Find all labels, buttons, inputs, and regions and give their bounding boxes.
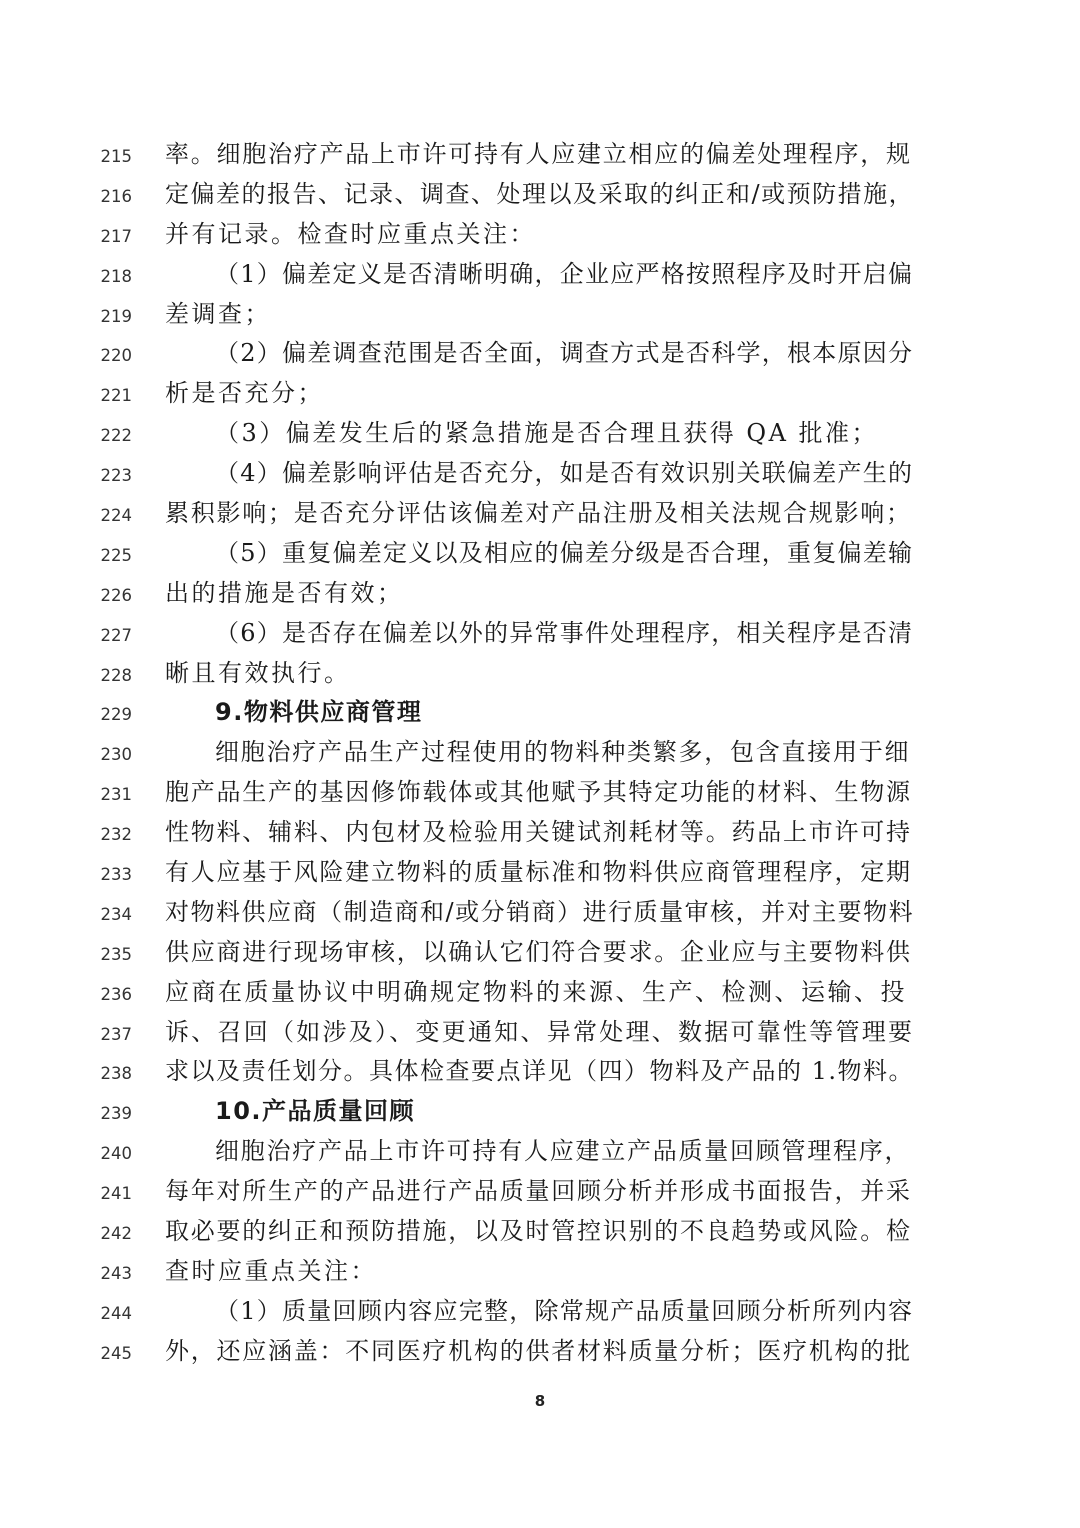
text-line [0,613,1080,653]
line-text: 率。细胞治疗产品上市许可持有人应建立相应的偏差处理程序，规 [165,140,912,168]
line-number: 224 [100,506,132,526]
line-number: 225 [100,545,132,565]
line-text: 细胞治疗产品生产过程使用的物料种类繁多，包含直接用于细 [215,738,911,767]
line-text: 外，还应涵盖：不同医疗机构的供者材料质量分析；医疗机构的批 [165,1336,912,1365]
text-line [0,892,1080,932]
line-number: 231 [100,785,132,805]
line-text: （5）重复偏差定义以及相应的偏差分级是否合理，重复偏差输 [215,538,914,567]
line-number: 230 [100,745,132,765]
line-number: 219 [100,306,132,326]
line-text: 供应商进行现场审核，以确认它们符合要求。企业应与主要物料供 [165,937,912,966]
text-line [0,214,1080,254]
text-line [0,1012,1080,1052]
line-text: 细胞治疗产品上市许可持有人应建立产品质量回顾管理程序， [215,1137,911,1166]
text-line [0,852,1080,892]
text-line [0,1291,1080,1331]
line-text: 诉、召回（如涉及）、变更通知、异常处理、数据可靠性等管理要 [165,1017,915,1046]
line-number: 222 [100,426,132,446]
line-number: 243 [100,1263,132,1283]
section-heading-line [0,1091,1080,1131]
text-line [0,413,1080,453]
line-number: 217 [100,226,132,246]
line-number: 221 [100,386,132,406]
line-text: 有人应基于风险建立物料的质量标准和物料供应商管理程序，定期 [165,858,912,887]
line-text: 求以及责任划分。具体检查要点详见（四）物料及产品的 1.物料。 [165,1057,915,1086]
line-number: 215 [100,147,132,166]
line-number: 233 [100,865,132,885]
line-number: 227 [100,625,132,645]
line-text: （2）偏差调查范围是否全面，调查方式是否科学，根本原因分 [215,339,914,368]
line-number: 244 [100,1303,132,1323]
text-line [0,1171,1080,1211]
text-line [0,453,1080,493]
text-line [0,373,1080,413]
line-text: 出的措施是否有效； [165,578,404,607]
text-line [0,1331,1080,1371]
text-line [0,932,1080,972]
line-text: 对物料供应商（制造商和/或分销商）进行质量审核，并对主要物料 [165,897,915,926]
line-number: 220 [100,346,132,366]
line-text: 每年对所生产的产品进行产品质量回顾分析并形成书面报告，并采 [165,1177,912,1206]
section-heading-line [0,692,1080,732]
line-text: 性物料、辅料、内包材及检验用关键试剂耗材等。药品上市许可持 [165,818,912,847]
line-number: 229 [100,705,132,725]
text-line [0,294,1080,334]
text-line [0,972,1080,1012]
text-line [0,493,1080,533]
text-line [0,1131,1080,1171]
line-number: 240 [100,1144,132,1164]
section-heading: 9.物料供应商管理 [215,698,423,727]
line-number: 216 [100,186,132,206]
text-line [0,174,1080,214]
document-body [0,134,1080,1371]
line-number: 232 [100,825,132,845]
text-line [0,533,1080,573]
text-line [0,653,1080,693]
line-text: （1）偏差定义是否清晰明确，企业应严格按照程序及时开启偏 [215,259,914,288]
line-text: 定偏差的报告、记录、调查、处理以及采取的纠正和/或预防措施， [165,179,915,208]
line-number: 235 [100,944,132,964]
line-number: 241 [100,1184,132,1204]
section-heading: 10.产品质量回顾 [215,1097,416,1126]
line-text: 应商在质量协议中明确规定物料的来源、生产、检测、运输、投 [165,977,907,1006]
line-text: 析是否充分； [165,379,324,408]
line-text: 并有记录。检查时应重点关注： [165,219,536,248]
line-number: 245 [100,1343,132,1363]
line-text: 胞产品生产的基因修饰载体或其他赋予其特定功能的材料、生物源 [165,778,912,807]
text-line [0,772,1080,812]
line-number: 237 [100,1024,132,1044]
line-number: 238 [100,1064,132,1084]
text-line [0,573,1080,613]
line-text: （4）偏差影响评估是否充分，如是否有效识别关联偏差产生的 [215,459,914,488]
text-line [0,134,1080,174]
line-number: 236 [100,984,132,1004]
text-line [0,333,1080,373]
line-text: 查时应重点关注： [165,1256,377,1285]
line-number: 239 [100,1104,132,1124]
line-number: 226 [100,585,132,605]
text-line [0,1251,1080,1291]
line-number: 234 [100,904,132,924]
line-number: 218 [100,266,132,286]
text-line [0,254,1080,294]
line-text: 取必要的纠正和预防措施，以及时管控识别的不良趋势或风险。检 [165,1217,912,1246]
line-number: 242 [100,1224,132,1244]
page-number: 8 [534,1392,546,1410]
text-line [0,1211,1080,1251]
text-line [0,1051,1080,1091]
line-text: （3）偏差发生后的紧急措施是否合理且获得 QA 批准； [215,419,879,448]
line-text: （6）是否存在偏差以外的异常事件处理程序，相关程序是否清 [215,618,914,647]
text-line [0,732,1080,772]
text-line [0,812,1080,852]
line-text: 差调查； [165,299,271,328]
line-number: 223 [100,466,132,486]
line-number: 228 [100,665,132,685]
line-text: 累积影响；是否充分评估该偏差对产品注册及相关法规合规影响； [165,499,912,528]
line-text: （1）质量回顾内容应完整，除常规产品质量回顾分析所列内容 [215,1296,914,1325]
line-text: 晰且有效执行。 [165,658,351,687]
